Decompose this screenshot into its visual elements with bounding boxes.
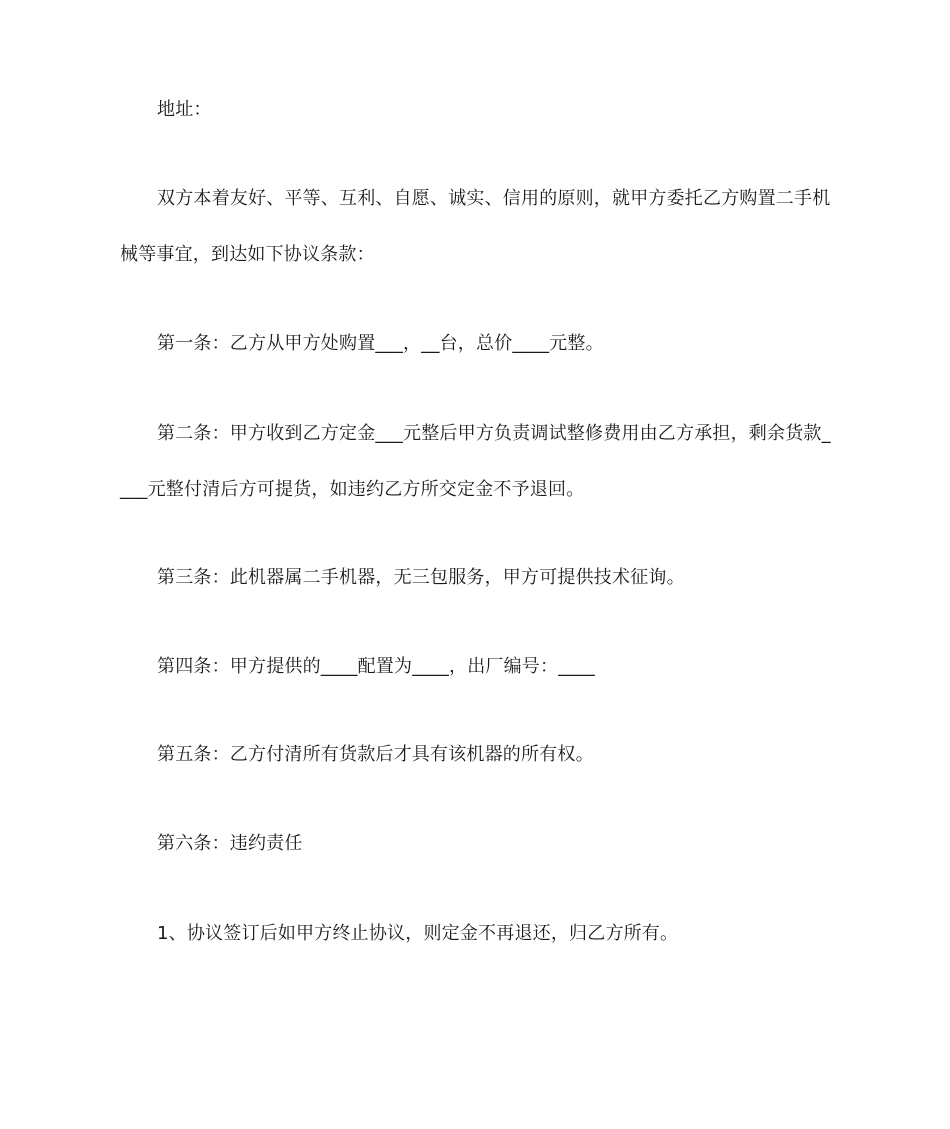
article-6-clause-1: 1、协议签订后如甲方终止协议，则定金不再退还，归乙方所有。	[157, 923, 679, 944]
article-5: 第五条：乙方付清所有货款后才具有该机器的所有权。	[157, 744, 594, 765]
article-1: 第一条：乙方从甲方处购置___，__台，总价____元整。	[157, 333, 604, 354]
article-3: 第三条：此机器属二手机器，无三包服务，甲方可提供技术征询。	[157, 567, 685, 588]
address-label: 地址：	[157, 99, 212, 120]
preamble-line-1: 双方本着友好、平等、互利、自愿、诚实、信用的原则，就甲方委托乙方购置二手机	[157, 188, 831, 209]
article-4: 第四条：甲方提供的____配置为____，出厂编号：____	[157, 656, 595, 677]
article-6-heading: 第六条：违约责任	[157, 833, 303, 854]
article-2-line-2: ___元整付清后方可提货，如违约乙方所交定金不予退回。	[120, 479, 585, 500]
article-2-line-1: 第二条：甲方收到乙方定金___元整后甲方负责调试整修费用由乙方承担，剩余货款_	[157, 423, 831, 444]
preamble-line-2: 械等事宜，到达如下协议条款：	[120, 244, 375, 265]
